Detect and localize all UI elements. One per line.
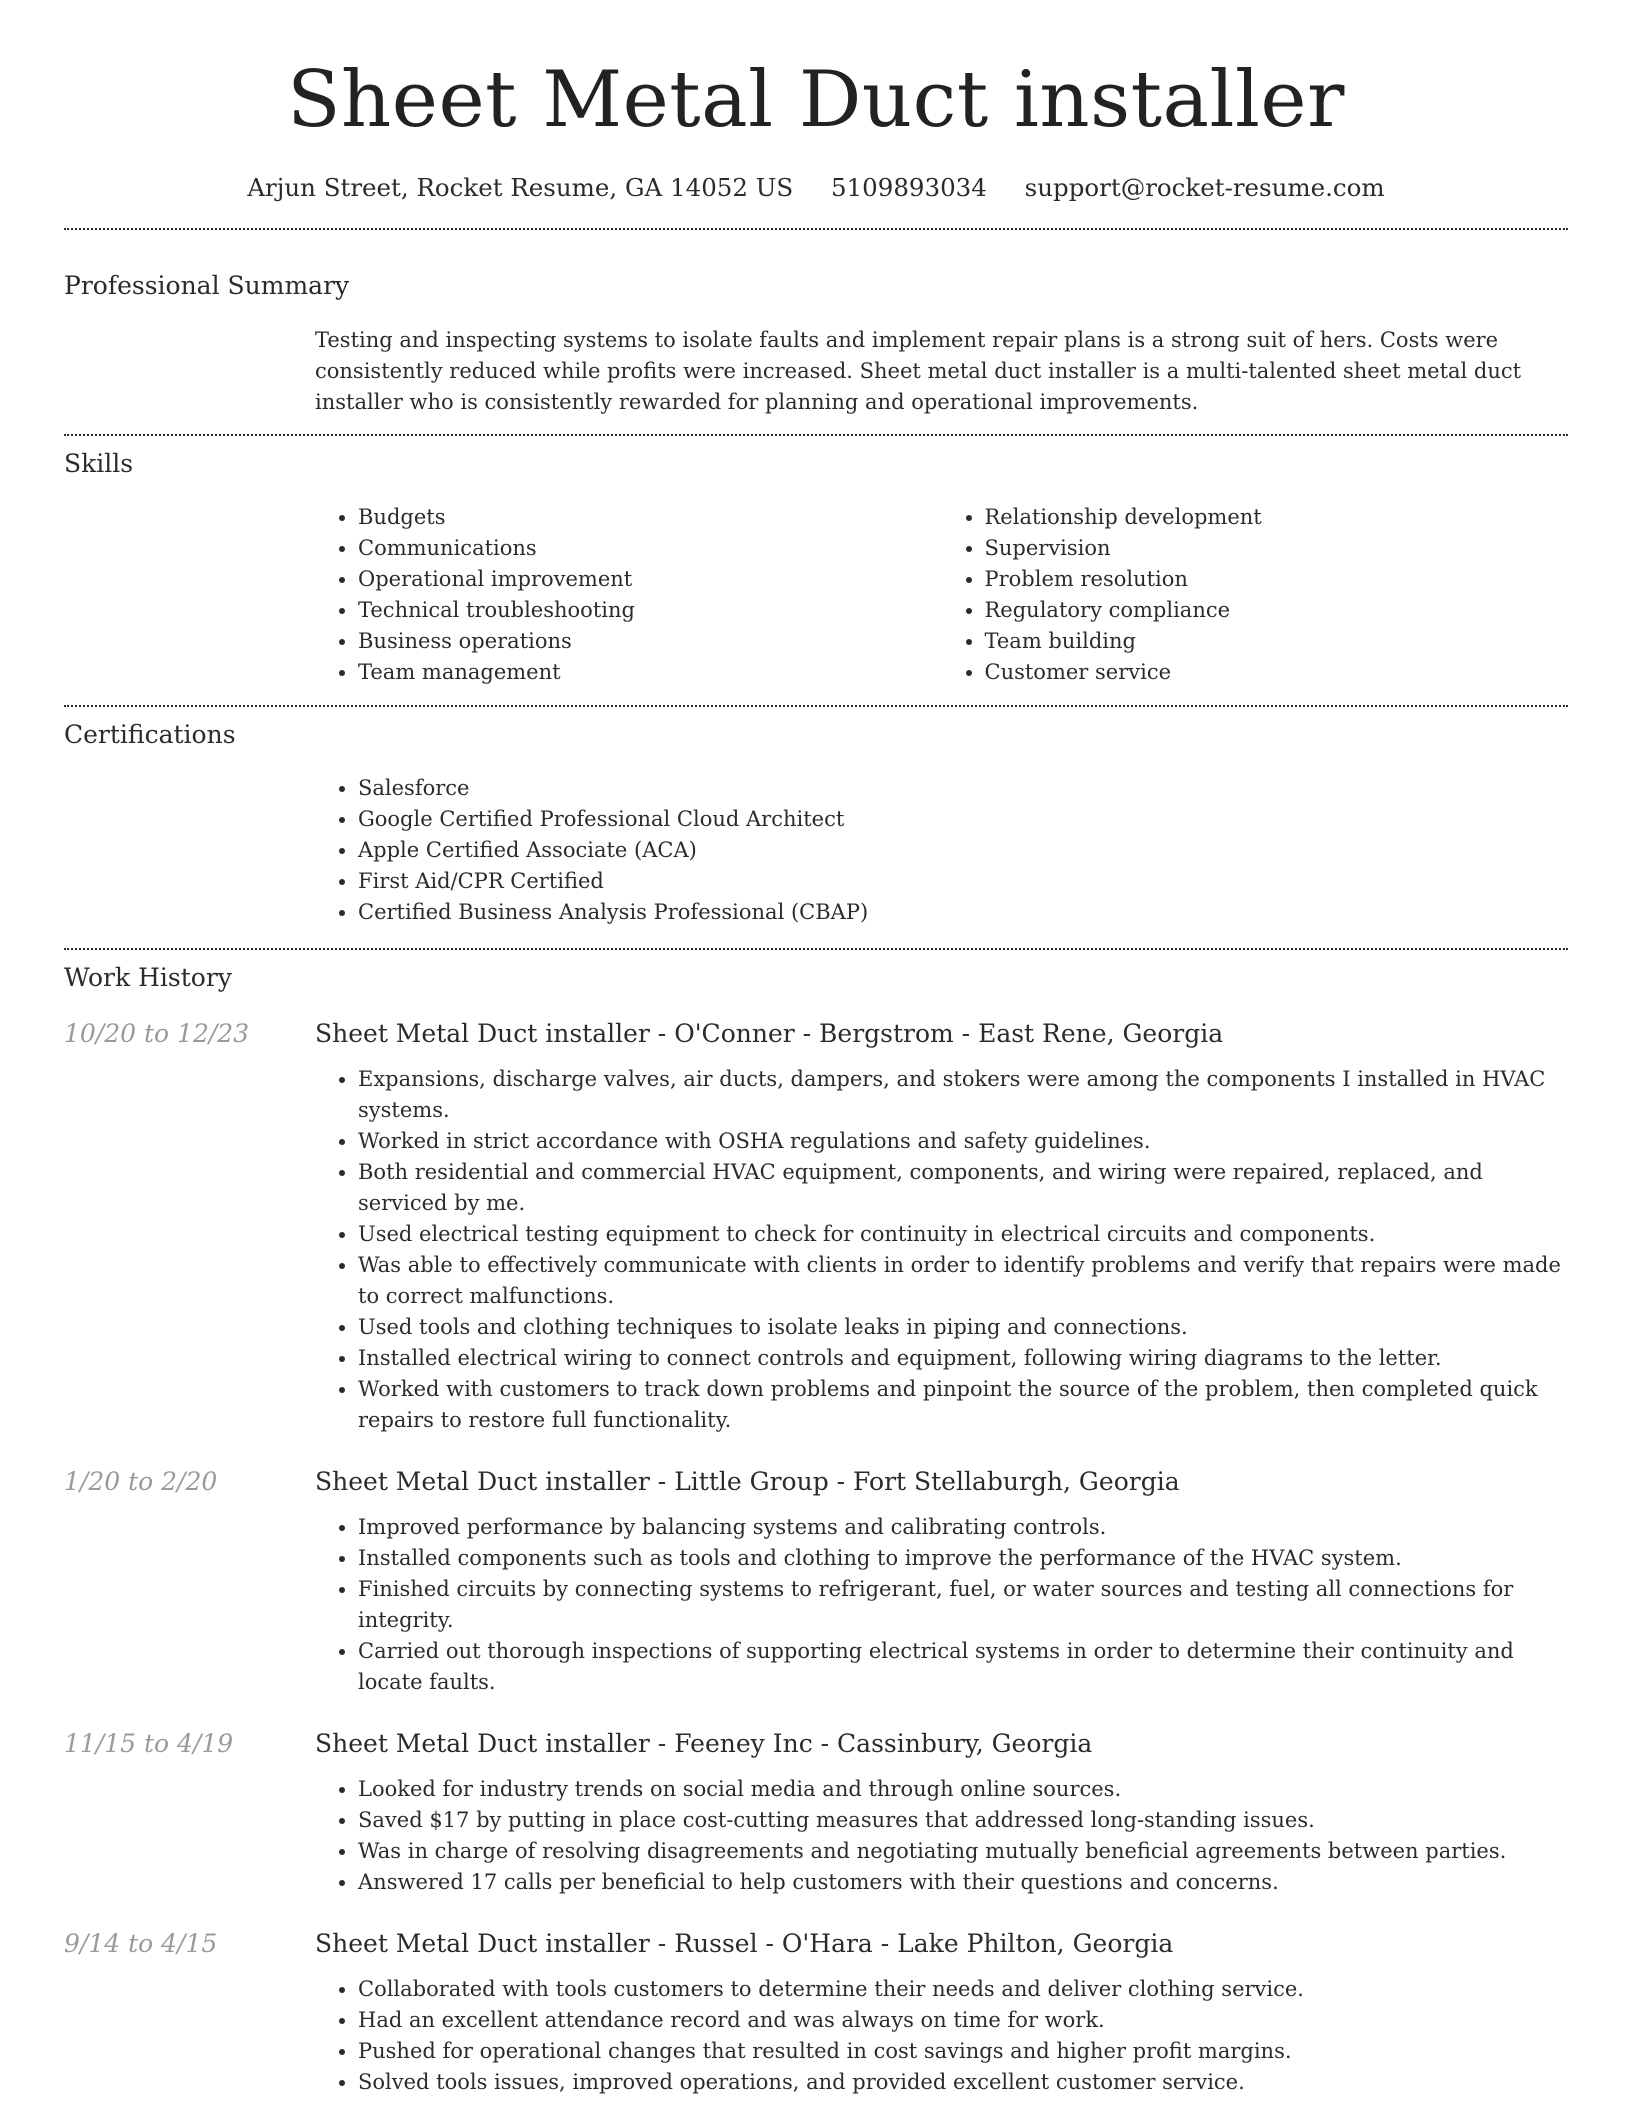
job-header: [64, 1016, 1568, 1052]
job-header: [64, 1926, 1568, 1962]
job-bullet: • Answered 17 calls per beneficial to help customers with their questions and concerns.: [358, 1867, 1568, 1898]
job-bullet: • Had an excellent attendance record and was always on time for work.: [358, 2005, 1568, 2036]
skill-item: • Relationship development: [985, 502, 1569, 533]
skill-item: • Supervision: [985, 533, 1569, 564]
job-bullet: • Used tools and clothing techniques to isolate leaks in piping and connections.: [358, 1312, 1568, 1343]
certifications-section: [64, 717, 1568, 928]
summary-section: [64, 268, 1568, 418]
certifications-heading: Certifications: [64, 720, 236, 749]
job-header: [64, 1464, 1568, 1500]
job-bullets: [315, 1064, 1568, 1436]
skills-list-right: [942, 502, 1569, 688]
skills-grid: [315, 502, 1568, 688]
certification-item: • Apple Certified Associate (ACA): [358, 835, 1568, 866]
skill-item: • Problem resolution: [985, 564, 1569, 595]
skill-item: • Communications: [358, 533, 942, 564]
job-details: [315, 1512, 1568, 1698]
skill-item: • Regulatory compliance: [985, 595, 1569, 626]
job-details: [315, 1974, 1568, 2098]
certifications-content: [315, 773, 1568, 928]
skill-item: • Team management: [358, 657, 942, 688]
job-bullets: [315, 1774, 1568, 1898]
section-divider: [64, 434, 1568, 436]
job-bullet: • Looked for industry trends on social media and through online sources.: [358, 1774, 1568, 1805]
certification-item: • Google Certified Professional Cloud Architect: [358, 804, 1568, 835]
job-entry: [64, 1464, 1568, 1698]
skill-item: • Budgets: [358, 502, 942, 533]
skills-section: [64, 446, 1568, 688]
job-title: Sheet Metal Duct installer - Russel - O'Hara - Lake Philton, Georgia: [315, 1929, 1174, 1958]
job-bullet: • Installed components such as tools and clothing to improve the performance of the HVAC system.: [358, 1543, 1568, 1574]
job-details: [315, 1064, 1568, 1436]
job-bullet: • Improved performance by balancing systems and calibrating controls.: [358, 1512, 1568, 1543]
certification-item: • First Aid/CPR Certified: [358, 866, 1568, 897]
contact-line: [64, 170, 1568, 206]
skill-item: • Business operations: [358, 626, 942, 657]
certification-item: • Certified Business Analysis Professional (CBAP): [358, 897, 1568, 928]
skills-heading: Skills: [64, 449, 134, 478]
job-bullet: • Worked in strict accordance with OSHA regulations and safety guidelines.: [358, 1126, 1568, 1157]
job-bullets: [315, 1974, 1568, 2098]
skill-item: • Team building: [985, 626, 1569, 657]
job-dates: 9/14 to 4/15: [64, 1929, 218, 1958]
summary-text: Testing and inspecting systems to isolate faults and implement repair plans is a strong suit of hers. Costs were consistently reduced while profits were increased. Sheet metal duct installer is a multi-talented sheet metal duct installer who is consistently rewarded for planning and operational improvements.: [315, 328, 1522, 414]
section-divider: [64, 705, 1568, 707]
certification-item: • Salesforce: [358, 773, 1568, 804]
skill-item: • Operational improvement: [358, 564, 942, 595]
job-bullet: • Carried out thorough inspections of supporting electrical systems in order to determine their continuity and locate faults.: [358, 1636, 1568, 1698]
section-divider: [64, 228, 1568, 230]
job-bullet: • Saved $17 by putting in place cost-cutting measures that addressed long-standing issues.: [358, 1805, 1568, 1836]
job-bullet: • Finished circuits by connecting systems to refrigerant, fuel, or water sources and testing all connections for integrity.: [358, 1574, 1568, 1636]
job-header: [64, 1726, 1568, 1762]
job-bullet: • Worked with customers to track down problems and pinpoint the source of the problem, then completed quick repairs to restore full functionality.: [358, 1374, 1568, 1436]
summary-content: [315, 325, 1568, 418]
job-bullet: • Solved tools issues, improved operations, and provided excellent customer service.: [358, 2067, 1568, 2098]
job-entry: [64, 1926, 1568, 2098]
job-bullet: • Pushed for operational changes that resulted in cost savings and higher profit margins.: [358, 2036, 1568, 2067]
job-bullet: • Expansions, discharge valves, air ducts, dampers, and stokers were among the components I installed in HVAC systems.: [358, 1064, 1568, 1126]
skill-item: • Technical troubleshooting: [358, 595, 942, 626]
skills-list-left: [315, 502, 942, 688]
job-dates: 11/15 to 4/19: [64, 1729, 234, 1758]
job-details: [315, 1774, 1568, 1898]
certifications-list: [315, 773, 1568, 928]
job-title: Sheet Metal Duct installer - Little Group - Fort Stellaburgh, Georgia: [315, 1467, 1180, 1496]
job-title: Sheet Metal Duct installer - Feeney Inc - Cassinbury, Georgia: [315, 1729, 1093, 1758]
section-divider: [64, 948, 1568, 950]
job-dates: 1/20 to 2/20: [64, 1467, 218, 1496]
contact-email: support@rocket-resume.com: [1024, 173, 1385, 202]
job-entry: [64, 1016, 1568, 1436]
skill-item: • Customer service: [985, 657, 1569, 688]
summary-heading: Professional Summary: [64, 271, 350, 300]
work-history-heading: Work History: [64, 963, 232, 992]
job-bullet: • Was able to effectively communicate with clients in order to identify problems and verify that repairs were made to correct malfunctions.: [358, 1250, 1568, 1312]
resume-title: Sheet Metal Duct installer: [287, 55, 1345, 145]
job-title: Sheet Metal Duct installer - O'Conner - Bergstrom - East Rene, Georgia: [315, 1019, 1224, 1048]
work-history-section: [64, 960, 1568, 2098]
contact-phone: 5109893034: [830, 173, 987, 202]
job-entry: [64, 1726, 1568, 1898]
job-bullet: • Used electrical testing equipment to check for continuity in electrical circuits and components.: [358, 1219, 1568, 1250]
contact-address: Arjun Street, Rocket Resume, GA 14052 US: [247, 173, 794, 202]
job-dates: 10/20 to 12/23: [64, 1019, 250, 1048]
job-bullet: • Was in charge of resolving disagreements and negotiating mutually beneficial agreements between parties.: [358, 1836, 1568, 1867]
job-bullets: [315, 1512, 1568, 1698]
job-bullet: • Collaborated with tools customers to determine their needs and deliver clothing service.: [358, 1974, 1568, 2005]
job-bullet: • Both residential and commercial HVAC equipment, components, and wiring were repaired, replaced, and serviced by me.: [358, 1157, 1568, 1219]
job-bullet: • Installed electrical wiring to connect controls and equipment, following wiring diagrams to the letter.: [358, 1343, 1568, 1374]
